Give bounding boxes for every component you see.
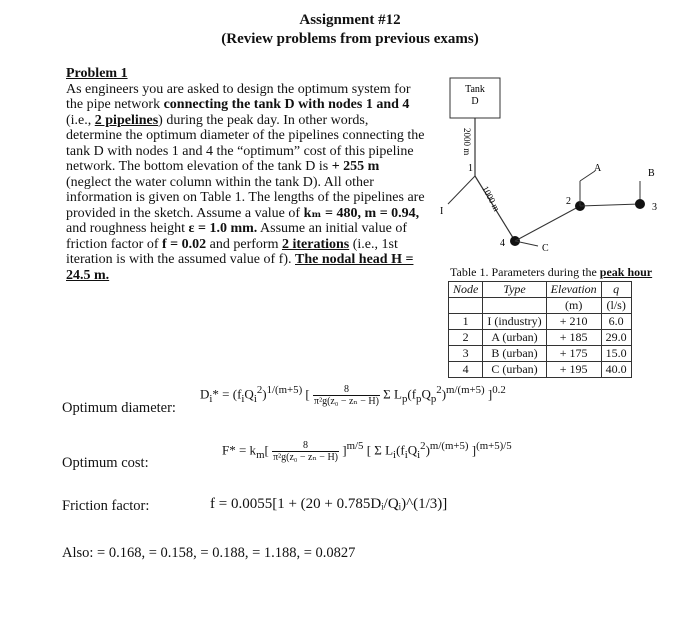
problem-text-part: and perform: [206, 236, 282, 252]
node-a-label: A: [594, 163, 602, 174]
optimum-diameter-label: Optimum diameter:: [62, 400, 176, 416]
table-units-cell: [449, 298, 483, 314]
assignment-title: Assignment #12: [299, 12, 401, 28]
table-cell: B (urban): [483, 346, 546, 362]
table-cell: A (urban): [483, 330, 546, 346]
node-3-dot: [635, 199, 645, 209]
length-label-1: 2000 m: [462, 128, 472, 156]
table-cell: 29.0: [601, 330, 631, 346]
table-units-cell: (m): [546, 298, 601, 314]
fraction: $\frac{8}{\text{π²g(z₀ − zₙ − H)}}$: [273, 440, 338, 463]
optimum-cost-label: Optimum cost:: [62, 455, 149, 471]
problem-text-part: Assume an initial value of friction factor of: [66, 221, 407, 252]
problem-text-part: (i.e., 1st iteration is with the assumed value of f).: [66, 236, 398, 267]
problem-text-bold: + 255 m: [331, 159, 380, 174]
problem-text-bold: f = 0.02: [162, 236, 207, 252]
table-cell: C (urban): [483, 362, 546, 378]
network-sketch: [430, 76, 700, 256]
table-header-cell: Node: [449, 282, 483, 298]
table-cell: 15.0: [601, 346, 631, 362]
problem-text-part: (i.e.,: [66, 112, 95, 128]
table-units-row: [449, 298, 632, 314]
also-label: Also:: [62, 545, 94, 561]
tank-node-label: D: [471, 96, 479, 107]
tank-label: Tank: [465, 84, 485, 95]
parameters-table: [448, 281, 632, 378]
table-header-row: [449, 282, 632, 298]
problem-text-bold: kₘ = 480, m = 0.94,: [303, 205, 420, 221]
problem-heading: Problem 1: [66, 66, 128, 81]
node-1-label: 1: [468, 163, 473, 174]
length-label-2: 1000 m: [480, 184, 502, 214]
table-cell: + 210: [546, 314, 601, 330]
table-units-cell: [483, 298, 546, 314]
pipe-2-3: [580, 204, 640, 206]
problem-text-bold: 2 pipelines: [94, 112, 159, 128]
node-4-label: 4: [500, 238, 505, 249]
table-row: [449, 314, 632, 330]
table-units-cell: (l/s): [601, 298, 631, 314]
table-caption-text: Table 1. Parameters during the: [450, 265, 600, 279]
table-header-cell: q: [601, 282, 631, 298]
table-row: [449, 330, 632, 346]
pipe-2-a: [580, 171, 595, 181]
node-2-label: 2: [566, 196, 571, 207]
optimum-diameter-formula: $D_i* = (f_iQ_i^2)^{1/(m+5)}$ [ $\frac{8}{\text{π²g(z₀ − zₙ − H)}}$ Σ $L_p(f_pQ_p^2)^{m/(m+5)}$ ]$^{0.2}$: [200, 384, 506, 407]
table-cell: 4: [449, 362, 483, 378]
node-3-label: 3: [652, 202, 657, 213]
node-c-label: C: [542, 243, 549, 254]
also-values: = 0.168, = 0.158, = 0.188, = 1.188, = 0.0827: [97, 545, 356, 561]
table-row: [449, 346, 632, 362]
problem-text: [66, 66, 426, 283]
table-cell: 2: [449, 330, 483, 346]
table-cell: 1: [449, 314, 483, 330]
table-header-cell: Type: [483, 282, 546, 298]
table-cell: 6.0: [601, 314, 631, 330]
table-cell: 3: [449, 346, 483, 362]
friction-factor-label: Friction factor:: [62, 498, 150, 514]
problem-text-part: and roughness height: [66, 221, 189, 236]
problem-text-bold: ε = 1.0 mm.: [188, 221, 258, 236]
fraction: $\frac{8}{\text{π²g(z₀ − zₙ − H)}}$: [314, 384, 379, 407]
also-line: [62, 545, 355, 562]
table-cell: I (industry): [483, 314, 546, 330]
table-caption: [450, 265, 652, 280]
problem-text-part: ) during the peak day. In other words, determine the optimum diameter of the pipelines connecting the tank D with nodes 1 and 4 the “optimum” cost of this pipeline network. The bottom elevation of the tank D is: [66, 112, 425, 174]
problem-text-part: (neglect the water column within the tank D). All other information is given on Table 1. The lengths of the pipelines are provided in the sketch. Assume a value of: [66, 174, 425, 221]
pipe-1-i: [448, 176, 475, 204]
problem-text-part: As engineers you are asked to design the optimum system for the pipe network: [66, 81, 411, 112]
node-i-label: I: [440, 206, 444, 217]
problem-text-bold: 2 iterations: [281, 236, 350, 252]
table-cell: + 175: [546, 346, 601, 362]
pipe-4-2: [515, 206, 580, 241]
table-cell: + 185: [546, 330, 601, 346]
optimum-cost-formula: $F* = k_m$[ $\frac{8}{\text{π²g(z₀ − zₙ − H)}}$ ]$^{m/5}$ [ Σ $L_i(f_iQ_i^2)^{m/(m+5)}$ ]$^{(m+5)/5}$: [222, 440, 512, 463]
problem-text-bold: The nodal head H = 24.5 m.: [66, 252, 414, 283]
table-caption-peak: peak hour: [599, 265, 653, 279]
table-header-cell: Elevation: [546, 282, 601, 298]
table-cell: 40.0: [601, 362, 631, 378]
assignment-subtitle: (Review problems from previous exams): [221, 31, 479, 47]
friction-factor-formula: f = 0.0055[1 + (20 + 0.785Dᵢ/Qᵢ)^(1/3)]: [210, 496, 448, 512]
problem-text-bold: connecting the tank D with nodes 1 and 4: [163, 97, 410, 112]
node-b-label: B: [648, 168, 655, 179]
table-cell: + 195: [546, 362, 601, 378]
table-row: [449, 362, 632, 378]
